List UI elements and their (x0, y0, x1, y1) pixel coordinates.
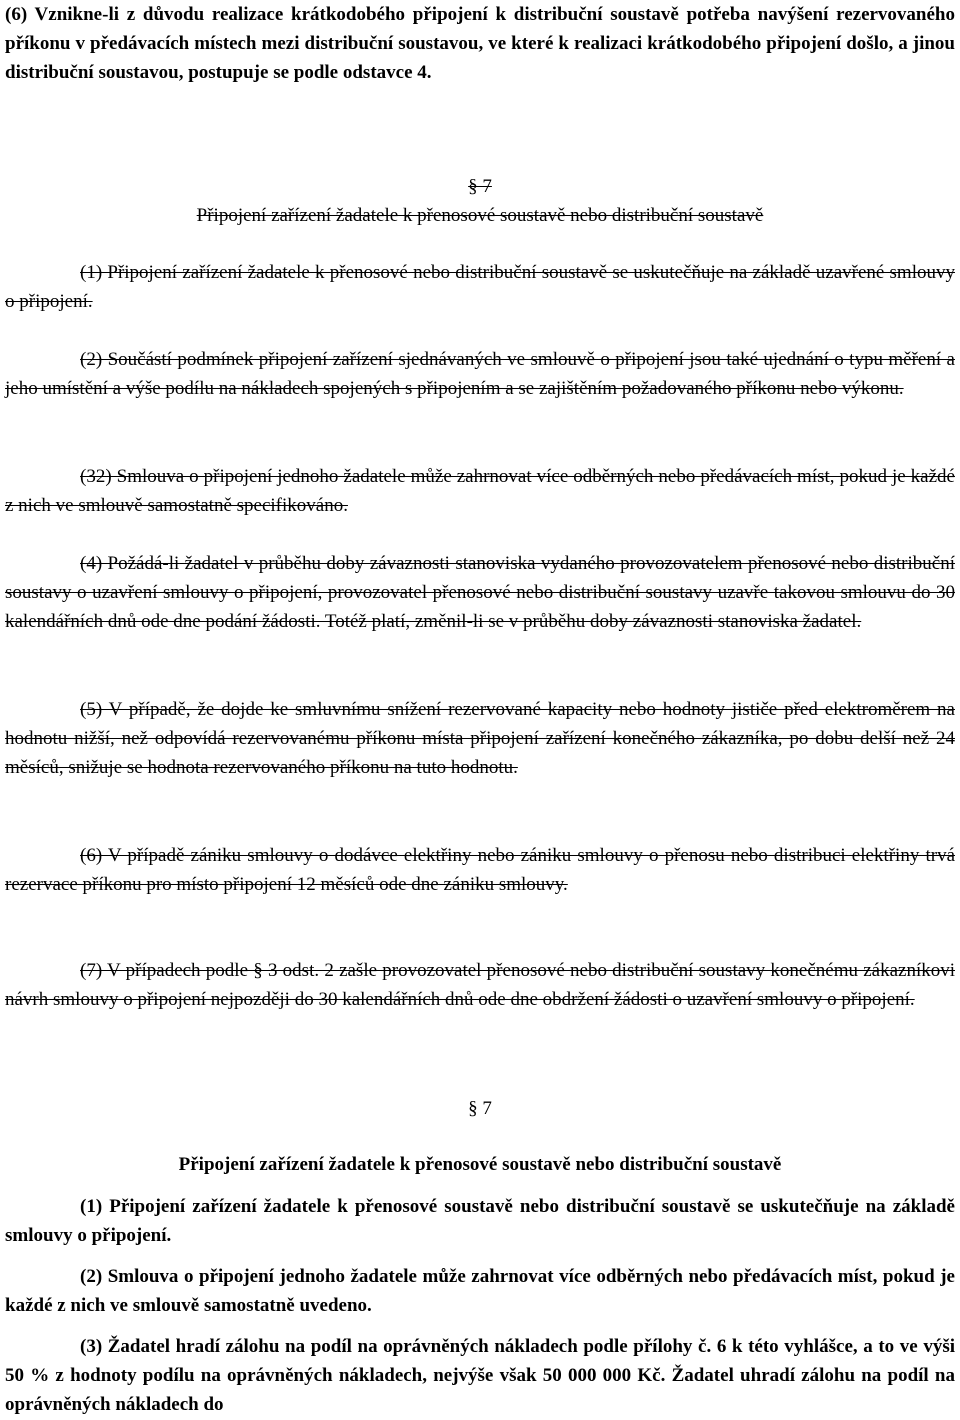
new-section-sign: § 7 (468, 1098, 492, 1119)
new-section-title: Připojení zařízení žadatele k přenosové soustavě nebo distribuční soustavě (178, 1154, 782, 1175)
old-section-sign: § 7 (468, 176, 492, 197)
old-paragraph-5: (5) V případě, že dojde ke smluvnímu snížení rezervované kapacity nebo hodnoty jističe před elektroměrem na hodnotu nižší, než odpovídá rezervovanému příkonu místa připojení zařízení konečného zákazníka, po dobu delší než 24 měsíců, snižuje se hodnota rezervovaného příkonu na tuto hodnotu. (5, 699, 955, 778)
old-paragraph-7: (7) V případech podle § 3 odst. 2 zašle provozovatel přenosové nebo distribuční soustavy konečnému zákazníkovi návrh smlouvy o připojení nejpozději do 30 kalendářních dnů ode dne obdržení žádosti o uzavření smlouvy o připojení. (5, 960, 955, 1010)
new-paragraph-2: (2) Smlouva o připojení jednoho žadatele může zahrnovat více odběrných nebo předávacích míst, pokud je každé z nich ve smlouvě samostatně uvedeno. (5, 1266, 955, 1316)
old-section-title: Připojení zařízení žadatele k přenosové soustavě nebo distribuční soustavě (196, 205, 764, 226)
old-paragraph-1: (1) Připojení zařízení žadatele k přenosové nebo distribuční soustavě se uskutečňuje na základě uzavřené smlouvy o připojení. (5, 262, 955, 312)
old-paragraph-3: (32) Smlouva o připojení jednoho žadatele může zahrnovat více odběrných nebo předávacích míst, pokud je každé z nich ve smlouvě samostatně specifikováno. (5, 466, 955, 516)
new-paragraph-3: (3) Žadatel hradí zálohu na podíl na oprávněných nákladech podle přílohy č. 6 k této vyhlášce, a to ve výši 50 % z hodnoty podílu na oprávněných nákladech, nejvýše však 50 000 000 Kč. Žadatel uhradí zálohu na podíl na oprávněných nákladech do (5, 1336, 955, 1415)
new-paragraph-1: (1) Připojení zařízení žadatele k přenosové soustavě nebo distribuční soustavě se uskutečňuje na základě smlouvy o připojení. (5, 1196, 955, 1246)
old-paragraph-6: (6) V případě zániku smlouvy o dodávce elektřiny nebo zániku smlouvy o přenosu nebo distribuci elektřiny trvá rezervace příkonu pro místo připojení 12 měsíců ode dne zániku smlouvy. (5, 845, 955, 895)
old-paragraph-2: (2) Součástí podmínek připojení zařízení sjednávaných ve smlouvě o připojení jsou také ujednání o typu měření a jeho umístění a výše podílu na nákladech spojených s připojením a se zajištěním požadovaného příkonu nebo výkonu. (5, 349, 955, 399)
old-paragraph-4: (4) Požádá-li žadatel v průběhu doby závaznosti stanoviska vydaného provozovatelem přenosové nebo distribuční soustavy o uzavření smlouvy o připojení, provozovatel přenosové nebo distribuční soustavy uzavře takovou smlouvu do 30 kalendářních dnů ode dne podání žádosti. Totéž platí, změnil-li se v průběhu doby závaznosti stanoviska žadatel. (5, 553, 955, 632)
paragraph-6-intro: (6) Vznikne-li z důvodu realizace krátkodobého připojení k distribuční soustavě potřeba navýšení rezervovaného příkonu v předávacích místech mezi distribuční soustavou, ve které k realizaci krátkodobého připojení došlo, a jinou distribuční soustavou, postupuje se podle odstavce 4. (5, 4, 955, 83)
